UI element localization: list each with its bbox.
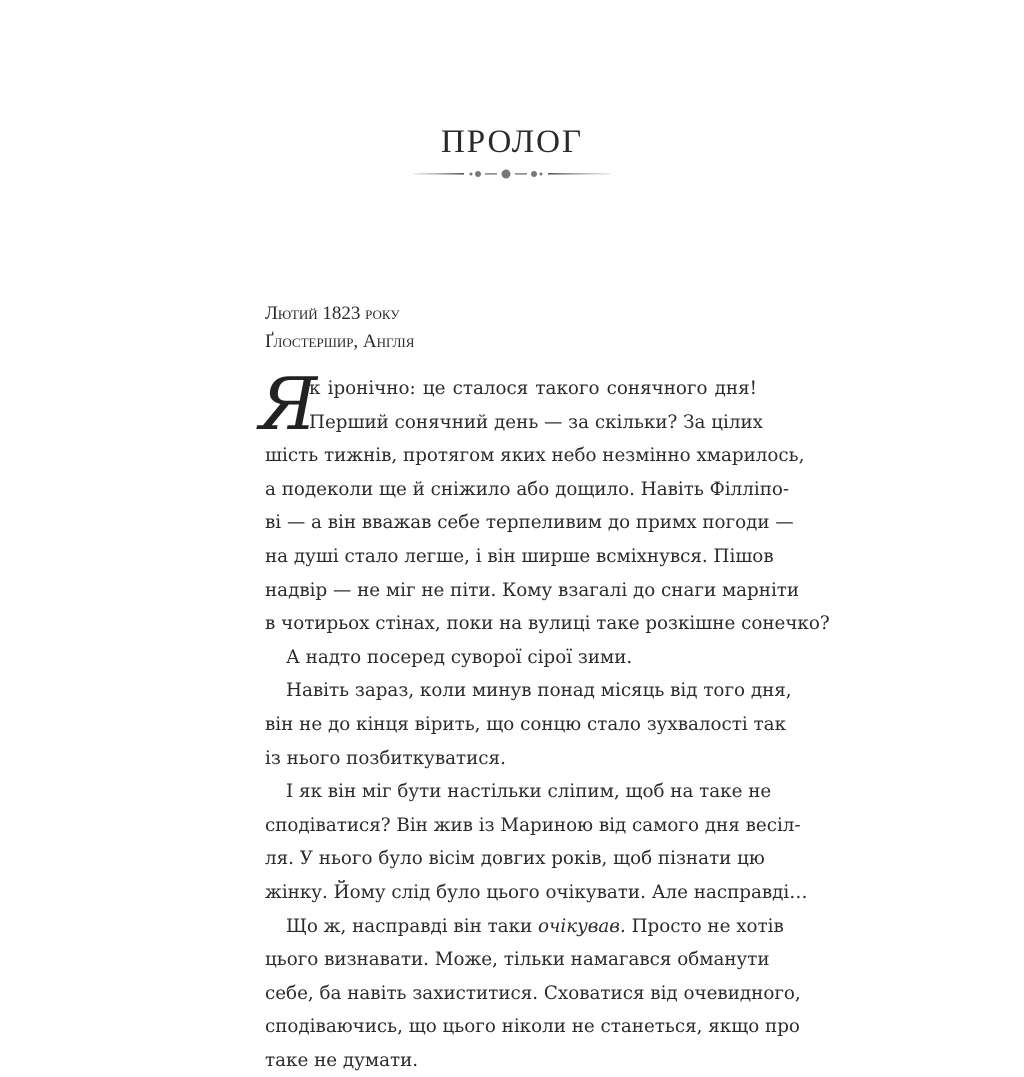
emphasized-word: очікував.	[538, 915, 626, 937]
text-line: таке не думати.	[265, 1049, 419, 1071]
text-line: Перший сонячний день — за скільки? За цілих	[309, 411, 763, 433]
text-line: в чотирьох стінах, поки на вулиці таке розкішне сонечко?	[265, 613, 830, 635]
text-line: із нього позбиткуватися.	[265, 747, 506, 769]
chapter-title: ПРОЛОГ	[440, 124, 584, 160]
place-line: Ґлостершир, Англія	[265, 331, 415, 352]
date-place-heading	[265, 300, 414, 356]
text-line: жінку. Йому слід було цього очікувати. Але насправді…	[265, 881, 808, 903]
text-line: він не до кінця вірить, що сонцю стало зухвалості так	[265, 713, 786, 735]
text-fragment: Просто не хотів	[631, 915, 784, 937]
text-fragment: Що ж, насправді він таки	[286, 915, 539, 937]
date-line: Лютий 1823 року	[265, 303, 400, 324]
text-line: на душі стало легше, і він ширше всміхнувся. Пішов	[265, 545, 774, 567]
text-line: Навіть зараз, коли минув понад місяць від того дня,	[286, 680, 792, 702]
text-line: сподіваючись, що цього ніколи не станеться, якщо про	[265, 1016, 800, 1038]
text-line: А надто посеред суворої сірої зими.	[286, 646, 633, 668]
text-line: ля. У нього було вісім довгих років, щоб пізнати цю	[265, 848, 765, 870]
divider-ornament-icon	[414, 167, 610, 181]
drop-cap: Я	[259, 362, 318, 446]
text-line: сподіватися? Він жив із Мариною від самого дня весіл-	[265, 814, 801, 836]
text-line: надвір — не міг не піти. Кому взагалі до снаги марніти	[265, 579, 800, 601]
text-line-with-emphasis	[265, 910, 784, 944]
text-line: І як він міг бути настільки сліпим, щоб на таке не	[286, 781, 772, 803]
text-line: шість тижнів, протягом яких небо незмінно хмарилось,	[265, 445, 805, 467]
text-line: а подеколи ще й сніжило або дощило. Навіть Філліпо-	[265, 478, 790, 500]
text-line: цього визнавати. Може, тільки намагався обманути	[265, 949, 770, 971]
text-line: к іронічно: це сталося такого сонячного дня!	[309, 378, 757, 399]
text-line: себе, ба навіть захиститися. Сховатися від очевидного,	[265, 982, 801, 1004]
text-line: ві — а він вважав себе терпеливим до примх погоди —	[265, 512, 794, 534]
prologue-body	[259, 362, 830, 1077]
